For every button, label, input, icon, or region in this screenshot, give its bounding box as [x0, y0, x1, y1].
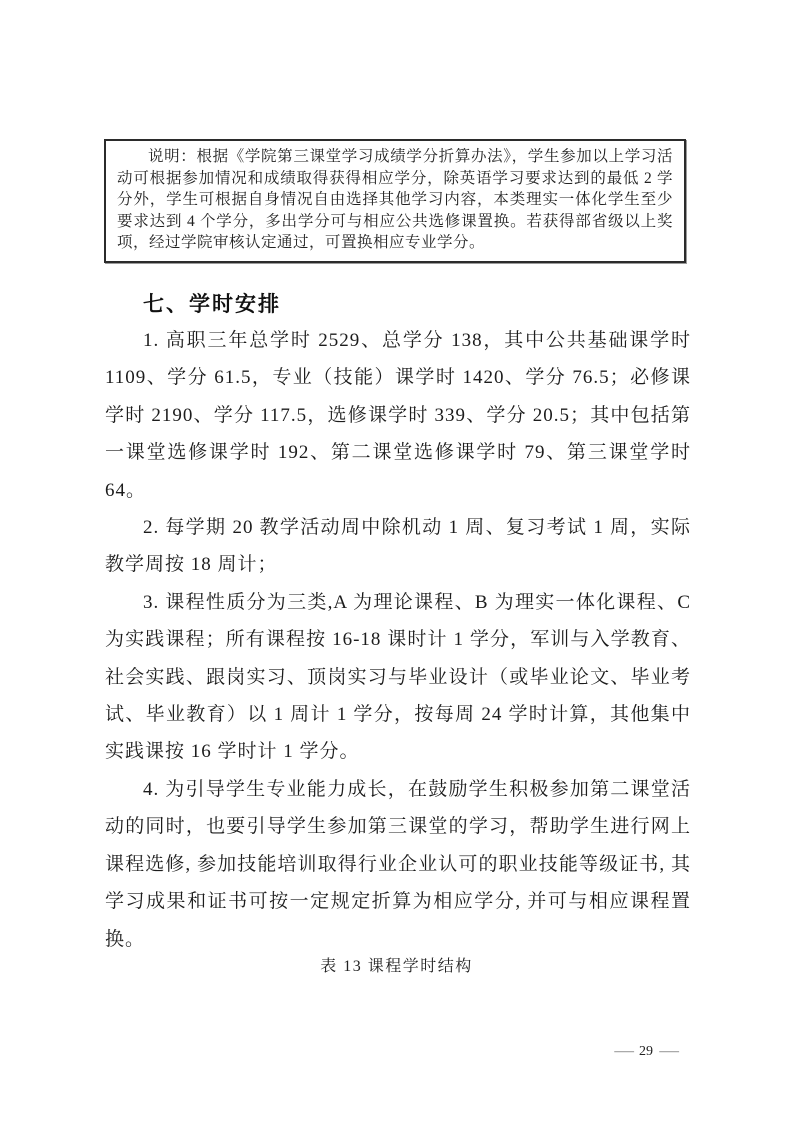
page-number-dash-right: — [659, 1044, 678, 1059]
page-number-dash-left: — [614, 1044, 633, 1059]
notice-box [104, 139, 686, 263]
paragraph-4: 4. 为引导学生专业能力成长，在鼓励学生积极参加第二课堂活动的同时，也要引导学生参加第三课堂的学习，帮助学生进行网上课程选修, 参加技能培训取得行业企业认可的职业技能等级证书, 其学习成果和证书可按一定规定折算为相应学分, 并可与相应课程置换。 [105, 778, 691, 950]
paragraph-2: 2. 每学期 20 教学活动周中除机动 1 周、复习考试 1 周，实际教学周按 18 周计； [105, 517, 691, 576]
section-heading: 七、学时安排 [143, 293, 281, 316]
notice-text: 说明：根据《学院第三课堂学习成绩学分折算办法》，学生参加以上学习活动可根据参加情况和成绩取得获得相应学分，除英语学习要求达到的最低 2 学分外，学生可根据自身情况自由选择其他学习内容，本类理实一体化学生至少要求达到 4 个学分，多出学分可与相应公共选修课置换。若获得部省级以上奖项，经过学院审核认定通过，可置换相应专业学分。 [117, 148, 673, 252]
body-text-column [105, 322, 691, 958]
page-number: 29 [639, 1044, 653, 1059]
table-caption: 表 13 课程学时结构 [320, 958, 473, 975]
paragraph-3: 3. 课程性质分为三类,A 为理论课程、B 为理实一体化课程、C 为实践课程；所有课程按 16-18 课时计 1 学分，军训与入学教育、社会实践、跟岗实习、顶岗实习与毕业设计（或毕业论文、毕业考试、毕业教育）以 1 周计 1 学分，按每周 24 学时计算，其他集中实践课按 16 学时计 1 学分。 [105, 591, 691, 763]
page-number-footer [614, 1044, 678, 1060]
paragraph-1: 1. 高职三年总学时 2529、总学分 138，其中公共基础课学时 1109、学分 61.5，专业（技能）课学时 1420、学分 76.5；必修课学时 2190、学分 117.5，选修课学时 339、学分 20.5；其中包括第一课堂选修课学时 192、第二课堂选修课学时 79、第三课堂学时 64。 [105, 330, 691, 501]
